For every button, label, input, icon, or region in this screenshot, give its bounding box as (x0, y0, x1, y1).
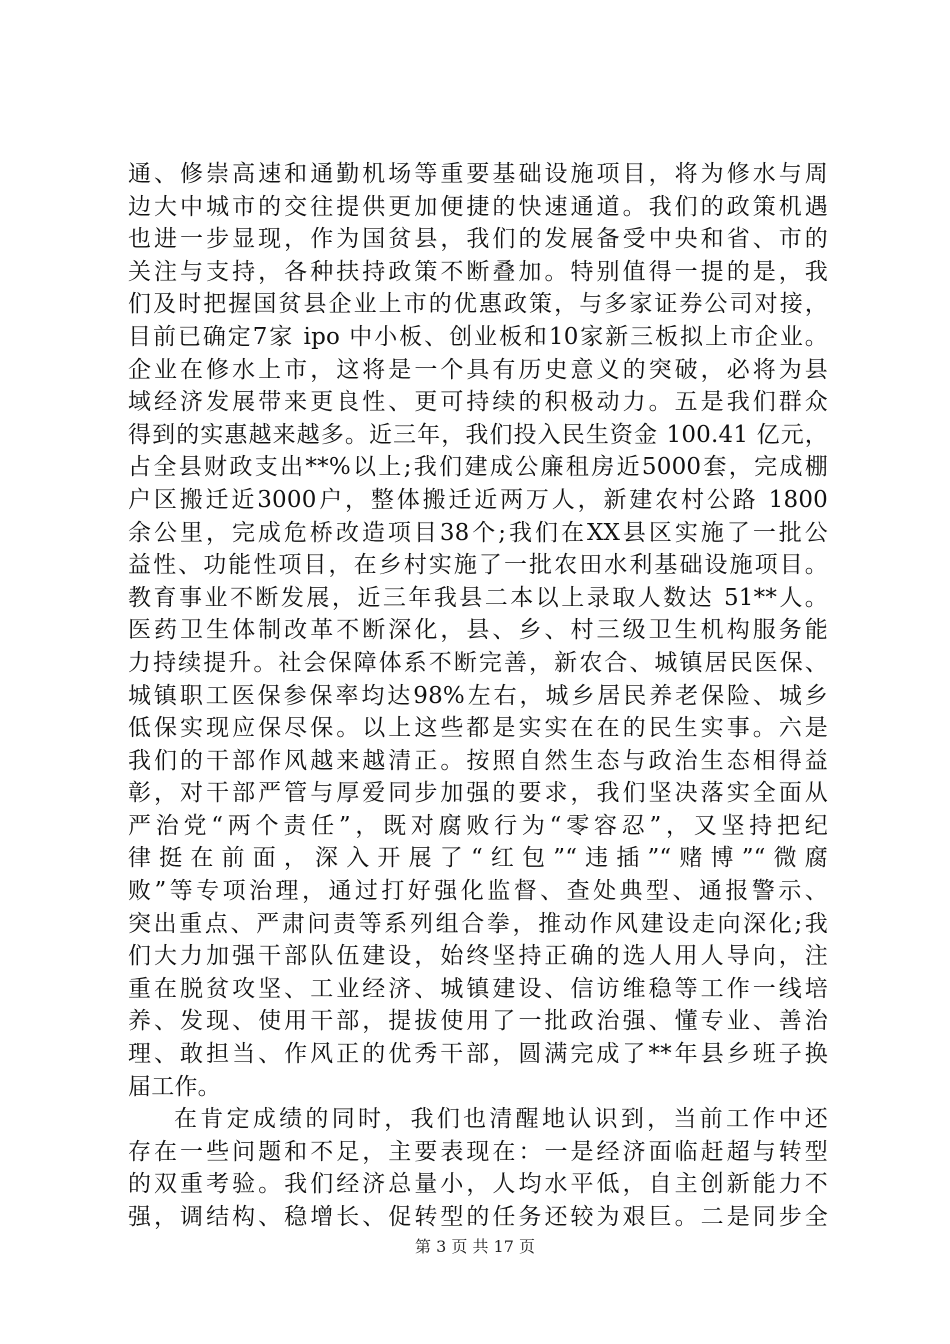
text-line: 益性、功能性项目，在乡村实施了一批农田水利基础设施项目。 (128, 552, 828, 579)
text-line: 我们的干部作风越来越清正。按照自然生态与政治生态相得益 (128, 747, 828, 774)
text-line: 存在一些问题和不足，主要表现在：一是经济面临赶超与转型 (128, 1138, 828, 1165)
text-line: 通、修崇高速和通勤机场等重要基础设施项目，将为修水与周 (128, 161, 828, 187)
text-line: 教育事业不断发展，近三年我县二本以上录取人数达 51**人。 (128, 584, 828, 611)
paragraph-1 (128, 158, 828, 1103)
text-line: 得到的实惠越来越多。近三年，我们投入民生资金 100.41 亿元， (128, 421, 828, 448)
text-line: 败”等专项治理，通过打好强化监督、查处典型、通报警示、 (128, 878, 828, 905)
text-line: 理、敢担当、作风正的优秀干部，圆满完成了**年县乡班子换 (128, 1041, 828, 1068)
paragraph-2 (128, 1103, 828, 1233)
page-footer (0, 1237, 950, 1257)
text-line: 们大力加强干部队伍建设，始终坚持正确的选人用人导向，注 (128, 943, 828, 970)
text-line: 关注与支持，各种扶持政策不断叠加。特别值得一提的是，我 (128, 258, 828, 285)
text-line: 目前已确定7家 ipo 中小板、创业板和10家新三板拟上市企业。 (128, 323, 828, 350)
text-line: 律挺在前面，深入开展了“红包”“违插”“赌博”“微腐 (128, 845, 828, 872)
text-line: 医药卫生体制改革不断深化，县、乡、村三级卫生机构服务能 (128, 617, 828, 644)
text-line: 低保实现应保尽保。以上这些都是实实在在的民生实事。六是 (128, 715, 828, 742)
text-line: 们及时把握国贫县企业上市的优惠政策，与多家证券公司对接， (128, 291, 828, 318)
text-line: 余公里，完成危桥改造项目38个;我们在XX县区实施了一批公 (128, 519, 828, 546)
text-line: 突出重点、严肃问责等系列组合拳，推动作风建设走向深化;我 (128, 910, 828, 937)
text-line: 城镇职工医保参保率均达98%左右，城乡居民养老保险、城乡 (128, 682, 828, 709)
text-line: 域经济发展带来更良性、更可持续的积极动力。五是我们群众 (128, 389, 828, 416)
text-line: 企业在修水上市，这将是一个具有历史意义的突破，必将为县 (128, 356, 828, 383)
text-line: 边大中城市的交往提供更加便捷的快速通道。我们的政策机遇 (128, 193, 828, 220)
text-line: 养、发现、使用干部，提拔使用了一批政治强、懂专业、善治 (128, 1008, 828, 1035)
document-body (128, 158, 828, 1234)
text-line: 严治党“两个责任”，既对腐败行为“零容忍”，又坚持把纪 (128, 812, 828, 839)
page-number-label: 第 3 页 共 17 页 (415, 1237, 535, 1256)
text-line: 力持续提升。社会保障体系不断完善，新农合、城镇居民医保、 (128, 649, 828, 676)
text-line: 的双重考验。我们经济总量小，人均水平低，自主创新能力不 (128, 1171, 828, 1198)
text-line: 在肯定成绩的同时，我们也清醒地认识到，当前工作中还 (174, 1106, 828, 1133)
text-line: 强，调结构、稳增长、促转型的任务还较为艰巨。二是同步全 (128, 1204, 828, 1230)
text-line: 重在脱贫攻坚、工业经济、城镇建设、信访维稳等工作一线培 (128, 975, 828, 1002)
text-line: 户区搬迁近3000户，整体搬迁近两万人，新建农村公路 1800 (128, 486, 828, 513)
text-line: 也进一步显现，作为国贫县，我们的发展备受中央和省、市的 (128, 226, 828, 253)
text-line: 届工作。 (128, 1073, 221, 1100)
text-line: 占全县财政支出**%以上;我们建成公廉租房近5000套，完成棚 (128, 454, 828, 481)
text-line: 彰，对干部严管与厚爱同步加强的要求，我们坚决落实全面从 (128, 780, 828, 807)
